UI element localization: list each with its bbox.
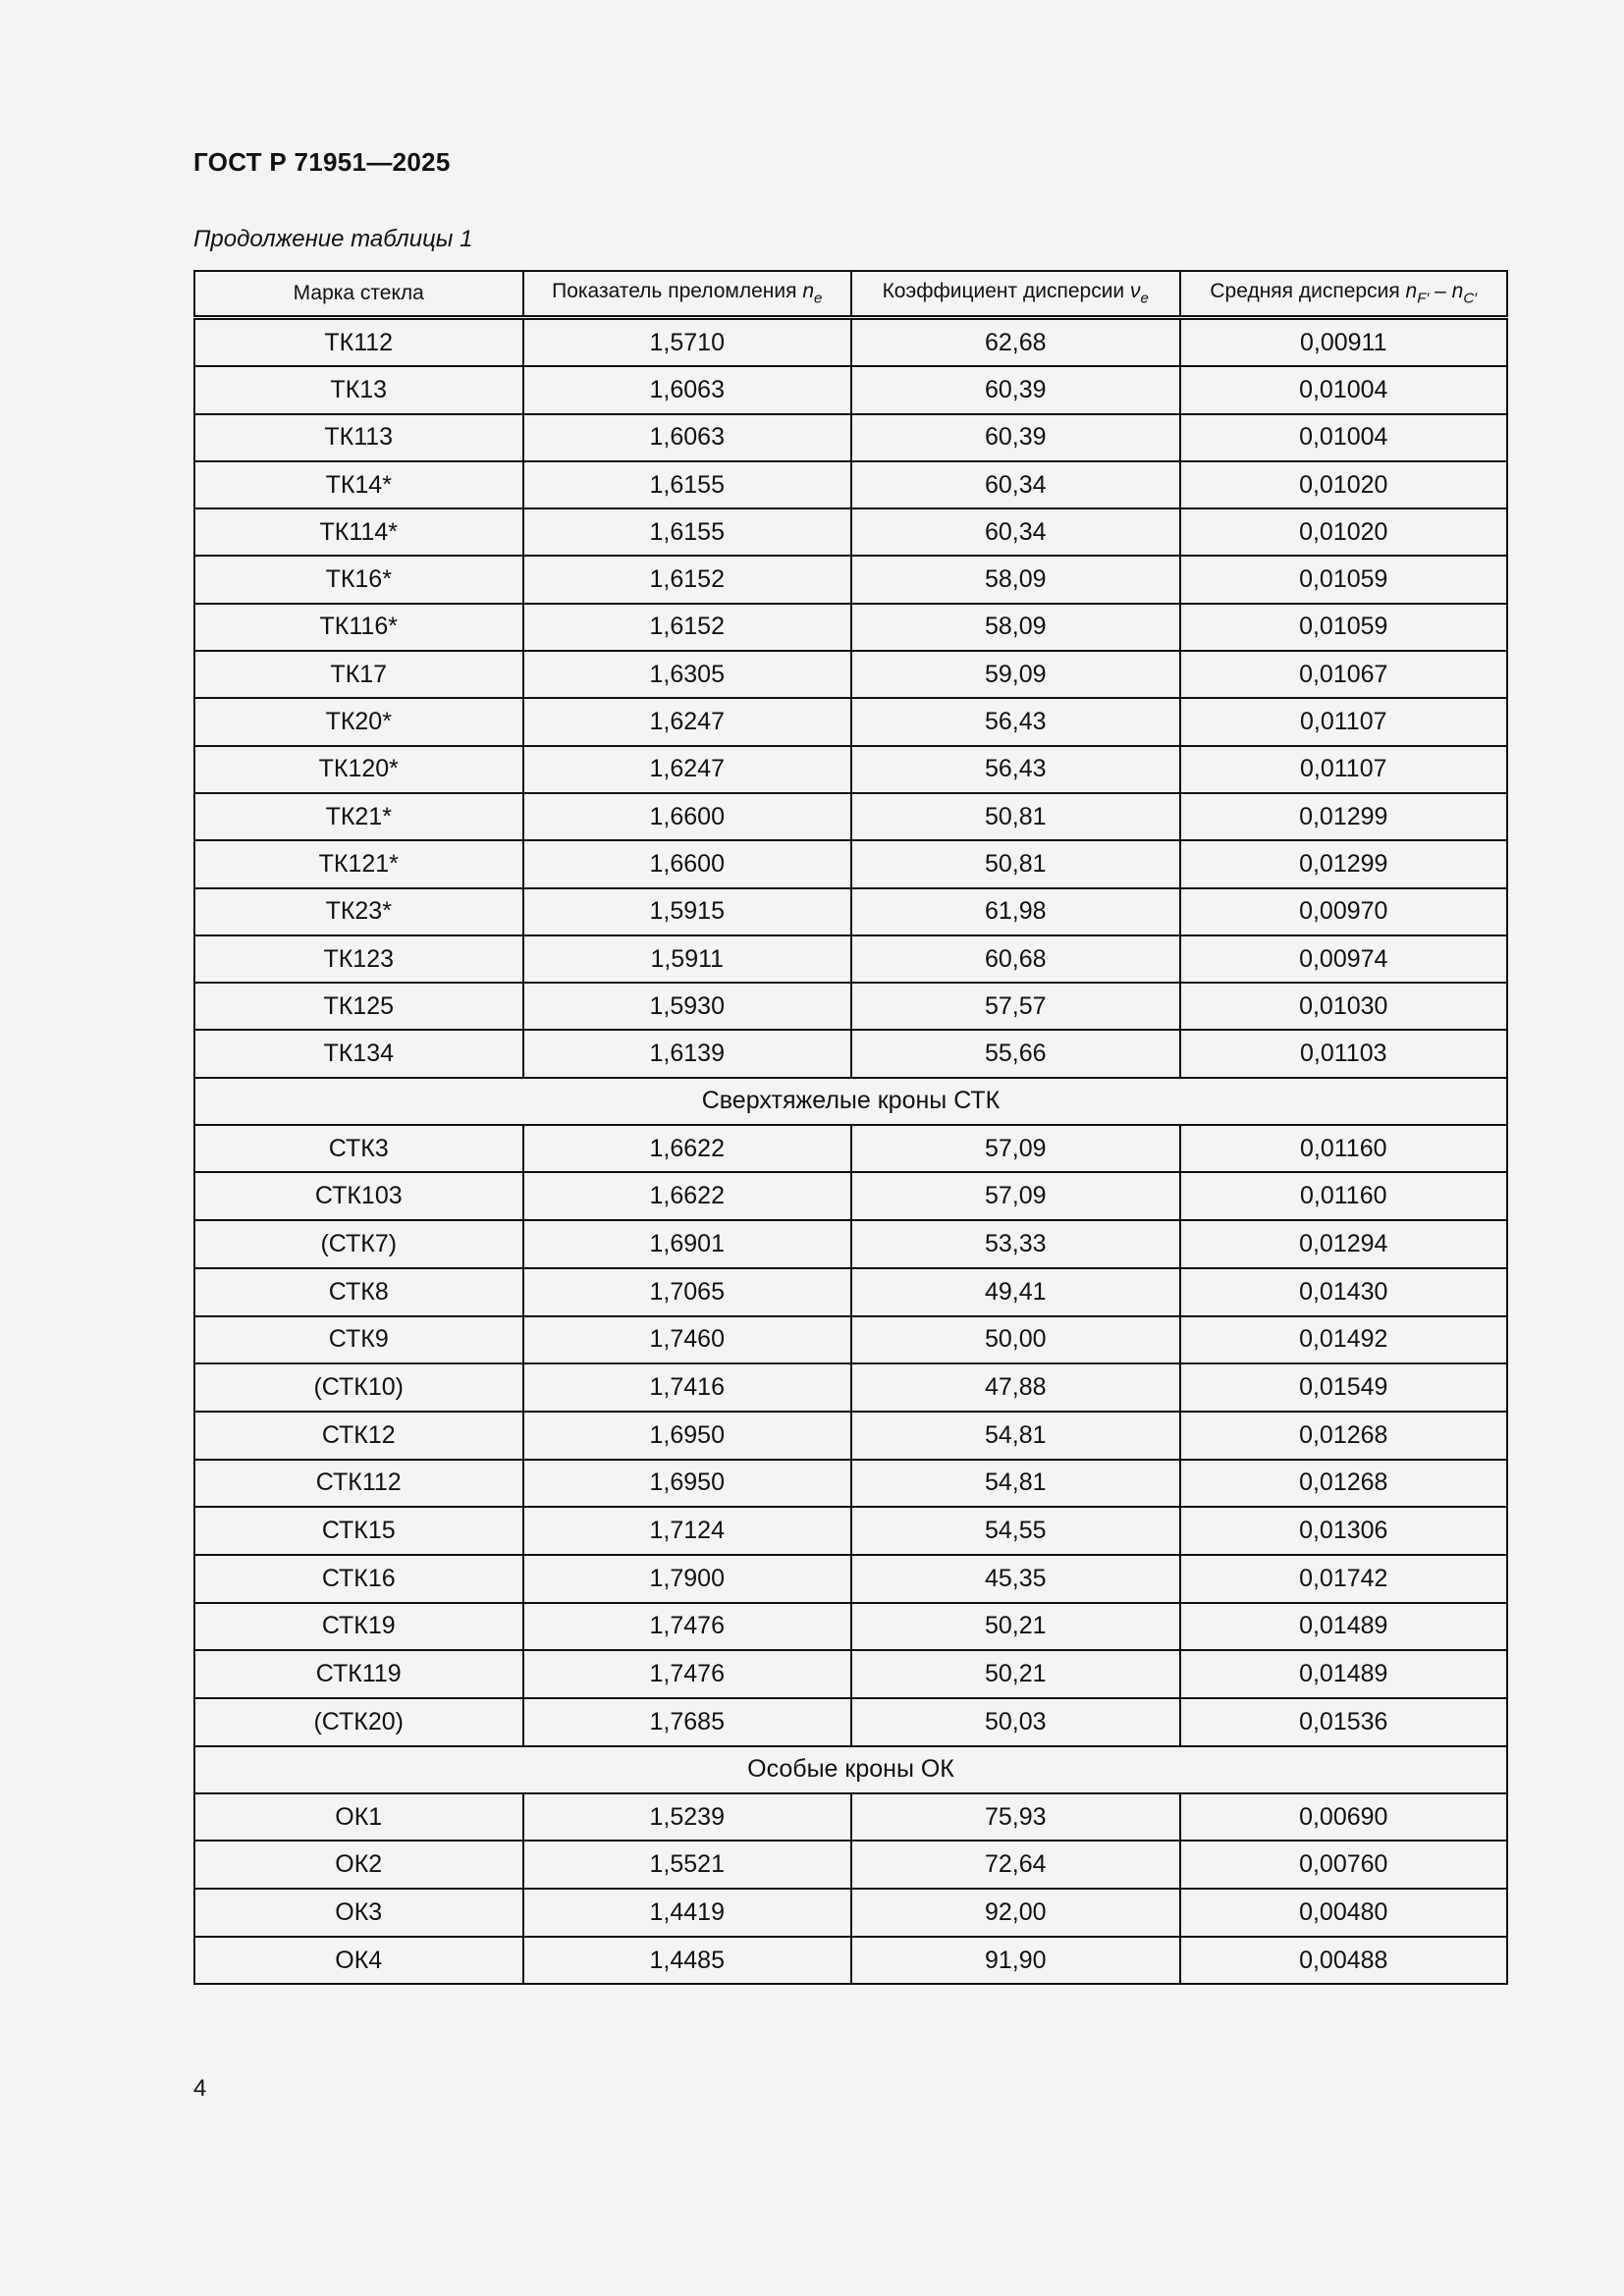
cell-mean-dispersion: 0,01020 <box>1180 461 1508 508</box>
cell-glass-grade: ТК120* <box>194 746 523 793</box>
cell-mean-dispersion: 0,01059 <box>1180 556 1508 603</box>
cell-refractive-index: 1,6622 <box>523 1125 852 1173</box>
cell-refractive-index: 1,7460 <box>523 1316 852 1364</box>
subscript-e: e <box>1140 290 1149 307</box>
cell-refractive-index: 1,5521 <box>523 1841 852 1889</box>
cell-refractive-index: 1,7476 <box>523 1650 852 1698</box>
cell-glass-grade: СТК103 <box>194 1172 523 1220</box>
cell-refractive-index: 1,6901 <box>523 1220 852 1268</box>
cell-refractive-index: 1,6950 <box>523 1460 852 1508</box>
cell-dispersion-coefficient: 58,09 <box>851 556 1180 603</box>
page-number: 4 <box>193 2075 207 2102</box>
cell-mean-dispersion: 0,00974 <box>1180 935 1508 983</box>
cell-glass-grade: ТК17 <box>194 651 523 698</box>
cell-mean-dispersion: 0,01067 <box>1180 651 1508 698</box>
cell-mean-dispersion: 0,01020 <box>1180 508 1508 556</box>
table-row <box>194 1220 1507 1268</box>
table-row <box>194 793 1507 840</box>
section-title-stk: Сверхтяжелые кроны СТК <box>194 1078 1507 1125</box>
table-row <box>194 698 1507 745</box>
table-row <box>194 1268 1507 1316</box>
table-row <box>194 366 1507 413</box>
symbol-n: n <box>802 280 814 303</box>
cell-glass-grade: ТК21* <box>194 793 523 840</box>
symbol-n-f: n <box>1405 280 1418 303</box>
cell-dispersion-coefficient: 57,09 <box>851 1172 1180 1220</box>
symbol-nu: ν <box>1130 280 1141 303</box>
group-stk-rows <box>194 1125 1507 1746</box>
subscript-f-prime: F′ <box>1417 290 1430 307</box>
cell-glass-grade: (СТК20) <box>194 1698 523 1746</box>
table-row <box>194 318 1507 367</box>
document-header: ГОСТ Р 71951—2025 <box>193 147 451 177</box>
cell-glass-grade: ТК13 <box>194 366 523 413</box>
table-row <box>194 1363 1507 1412</box>
cell-dispersion-coefficient: 75,93 <box>851 1793 1180 1842</box>
cell-refractive-index: 1,4419 <box>523 1889 852 1937</box>
section-title-ok: Особые кроны ОК <box>194 1746 1507 1793</box>
cell-refractive-index: 1,6139 <box>523 1030 852 1077</box>
table-row <box>194 1793 1507 1842</box>
table-row <box>194 746 1507 793</box>
table-row <box>194 1650 1507 1698</box>
section-row <box>194 1746 1507 1793</box>
cell-refractive-index: 1,5239 <box>523 1793 852 1842</box>
cell-dispersion-coefficient: 45,35 <box>851 1555 1180 1603</box>
cell-dispersion-coefficient: 56,43 <box>851 698 1180 745</box>
cell-dispersion-coefficient: 60,34 <box>851 508 1180 556</box>
cell-glass-grade: (СТК7) <box>194 1220 523 1268</box>
table-row <box>194 1507 1507 1555</box>
table-row <box>194 1125 1507 1173</box>
cell-refractive-index: 1,6152 <box>523 556 852 603</box>
table-row <box>194 556 1507 603</box>
cell-mean-dispersion: 0,01059 <box>1180 604 1508 651</box>
table-row <box>194 935 1507 983</box>
cell-glass-grade: СТК8 <box>194 1268 523 1316</box>
group-ok-rows <box>194 1793 1507 1985</box>
cell-glass-grade: ОК2 <box>194 1841 523 1889</box>
cell-glass-grade: ТК123 <box>194 935 523 983</box>
cell-glass-grade: ТК112 <box>194 318 523 367</box>
group-stk <box>194 1078 1507 1125</box>
cell-dispersion-coefficient: 50,81 <box>851 840 1180 887</box>
cell-dispersion-coefficient: 53,33 <box>851 1220 1180 1268</box>
cell-refractive-index: 1,5915 <box>523 888 852 935</box>
cell-glass-grade: СТК3 <box>194 1125 523 1173</box>
cell-glass-grade: СТК16 <box>194 1555 523 1603</box>
cell-dispersion-coefficient: 50,21 <box>851 1603 1180 1651</box>
cell-dispersion-coefficient: 54,55 <box>851 1507 1180 1555</box>
cell-glass-grade: (СТК10) <box>194 1363 523 1412</box>
cell-mean-dispersion: 0,00690 <box>1180 1793 1508 1842</box>
cell-refractive-index: 1,7124 <box>523 1507 852 1555</box>
header-mean-dispersion-text: Средняя дисперсия <box>1210 280 1400 303</box>
cell-mean-dispersion: 0,01107 <box>1180 698 1508 745</box>
cell-dispersion-coefficient: 55,66 <box>851 1030 1180 1077</box>
cell-dispersion-coefficient: 57,09 <box>851 1125 1180 1173</box>
subscript-c-prime: C′ <box>1463 290 1478 307</box>
cell-glass-grade: СТК119 <box>194 1650 523 1698</box>
cell-mean-dispersion: 0,01004 <box>1180 414 1508 461</box>
table-row <box>194 414 1507 461</box>
cell-mean-dispersion: 0,01030 <box>1180 983 1508 1030</box>
cell-glass-grade: ТК134 <box>194 1030 523 1077</box>
cell-dispersion-coefficient: 54,81 <box>851 1412 1180 1460</box>
cell-glass-grade: ТК20* <box>194 698 523 745</box>
cell-dispersion-coefficient: 54,81 <box>851 1460 1180 1508</box>
cell-refractive-index: 1,5911 <box>523 935 852 983</box>
group-ok <box>194 1746 1507 1793</box>
cell-mean-dispersion: 0,01294 <box>1180 1220 1508 1268</box>
cell-mean-dispersion: 0,01299 <box>1180 793 1508 840</box>
cell-glass-grade: СТК19 <box>194 1603 523 1651</box>
cell-glass-grade: ТК23* <box>194 888 523 935</box>
cell-glass-grade: СТК112 <box>194 1460 523 1508</box>
cell-mean-dispersion: 0,01430 <box>1180 1268 1508 1316</box>
cell-mean-dispersion: 0,00970 <box>1180 888 1508 935</box>
cell-refractive-index: 1,7685 <box>523 1698 852 1746</box>
cell-glass-grade: ТК114* <box>194 508 523 556</box>
cell-glass-grade: ОК1 <box>194 1793 523 1842</box>
table-row <box>194 1460 1507 1508</box>
table-row <box>194 888 1507 935</box>
cell-refractive-index: 1,6622 <box>523 1172 852 1220</box>
cell-refractive-index: 1,6063 <box>523 414 852 461</box>
cell-dispersion-coefficient: 60,39 <box>851 414 1180 461</box>
cell-mean-dispersion: 0,01268 <box>1180 1412 1508 1460</box>
cell-mean-dispersion: 0,01103 <box>1180 1030 1508 1077</box>
cell-mean-dispersion: 0,00488 <box>1180 1937 1508 1985</box>
cell-dispersion-coefficient: 47,88 <box>851 1363 1180 1412</box>
cell-mean-dispersion: 0,01004 <box>1180 366 1508 413</box>
cell-mean-dispersion: 0,01492 <box>1180 1316 1508 1364</box>
header-refractive-index-text: Показатель преломления <box>552 280 797 303</box>
cell-glass-grade: ТК121* <box>194 840 523 887</box>
cell-mean-dispersion: 0,01536 <box>1180 1698 1508 1746</box>
cell-dispersion-coefficient: 72,64 <box>851 1841 1180 1889</box>
cell-mean-dispersion: 0,01549 <box>1180 1363 1508 1412</box>
cell-glass-grade: СТК12 <box>194 1412 523 1460</box>
cell-glass-grade: ОК4 <box>194 1937 523 1985</box>
table-row <box>194 1316 1507 1364</box>
table-row <box>194 983 1507 1030</box>
cell-glass-grade: ТК113 <box>194 414 523 461</box>
table-row <box>194 1172 1507 1220</box>
table-row <box>194 461 1507 508</box>
cell-refractive-index: 1,6063 <box>523 366 852 413</box>
cell-refractive-index: 1,7416 <box>523 1363 852 1412</box>
table-row <box>194 1937 1507 1985</box>
cell-glass-grade: ТК125 <box>194 983 523 1030</box>
cell-refractive-index: 1,6247 <box>523 698 852 745</box>
cell-dispersion-coefficient: 56,43 <box>851 746 1180 793</box>
cell-dispersion-coefficient: 62,68 <box>851 318 1180 367</box>
symbol-n-c: n <box>1451 280 1464 303</box>
table-row <box>194 604 1507 651</box>
cell-refractive-index: 1,5710 <box>523 318 852 367</box>
group-tk <box>194 318 1507 1078</box>
cell-glass-grade: СТК9 <box>194 1316 523 1364</box>
cell-glass-grade: ТК14* <box>194 461 523 508</box>
table-header-row <box>194 271 1507 318</box>
minus-sign: – <box>1429 280 1452 303</box>
cell-dispersion-coefficient: 60,39 <box>851 366 1180 413</box>
cell-dispersion-coefficient: 60,34 <box>851 461 1180 508</box>
cell-refractive-index: 1,7065 <box>523 1268 852 1316</box>
cell-mean-dispersion: 0,01107 <box>1180 746 1508 793</box>
cell-refractive-index: 1,6600 <box>523 793 852 840</box>
glass-properties-table <box>193 270 1508 1985</box>
cell-dispersion-coefficient: 60,68 <box>851 935 1180 983</box>
cell-mean-dispersion: 0,01268 <box>1180 1460 1508 1508</box>
cell-dispersion-coefficient: 92,00 <box>851 1889 1180 1937</box>
cell-mean-dispersion: 0,01299 <box>1180 840 1508 887</box>
table-row <box>194 1889 1507 1937</box>
cell-refractive-index: 1,6600 <box>523 840 852 887</box>
cell-refractive-index: 1,6155 <box>523 508 852 556</box>
table-row <box>194 651 1507 698</box>
cell-dispersion-coefficient: 50,03 <box>851 1698 1180 1746</box>
table-row <box>194 840 1507 887</box>
table-row <box>194 1555 1507 1603</box>
cell-dispersion-coefficient: 50,00 <box>851 1316 1180 1364</box>
header-mean-dispersion <box>1180 271 1508 318</box>
cell-dispersion-coefficient: 59,09 <box>851 651 1180 698</box>
cell-dispersion-coefficient: 91,90 <box>851 1937 1180 1985</box>
cell-glass-grade: ТК116* <box>194 604 523 651</box>
cell-mean-dispersion: 0,00911 <box>1180 318 1508 367</box>
cell-refractive-index: 1,6247 <box>523 746 852 793</box>
header-dispersion-coefficient-text: Коэффициент дисперсии <box>882 280 1125 303</box>
cell-refractive-index: 1,6305 <box>523 651 852 698</box>
table-row <box>194 1412 1507 1460</box>
header-glass-grade: Марка стекла <box>194 271 523 318</box>
cell-mean-dispersion: 0,01742 <box>1180 1555 1508 1603</box>
cell-dispersion-coefficient: 57,57 <box>851 983 1180 1030</box>
table-row <box>194 1698 1507 1746</box>
cell-dispersion-coefficient: 58,09 <box>851 604 1180 651</box>
header-refractive-index <box>523 271 852 318</box>
cell-mean-dispersion: 0,01160 <box>1180 1172 1508 1220</box>
cell-refractive-index: 1,5930 <box>523 983 852 1030</box>
header-dispersion-coefficient <box>851 271 1180 318</box>
cell-dispersion-coefficient: 50,81 <box>851 793 1180 840</box>
cell-mean-dispersion: 0,01306 <box>1180 1507 1508 1555</box>
cell-glass-grade: ОК3 <box>194 1889 523 1937</box>
cell-mean-dispersion: 0,01489 <box>1180 1650 1508 1698</box>
cell-refractive-index: 1,7476 <box>523 1603 852 1651</box>
cell-dispersion-coefficient: 61,98 <box>851 888 1180 935</box>
table-row <box>194 508 1507 556</box>
table-row <box>194 1603 1507 1651</box>
cell-mean-dispersion: 0,00760 <box>1180 1841 1508 1889</box>
cell-mean-dispersion: 0,01489 <box>1180 1603 1508 1651</box>
cell-refractive-index: 1,6152 <box>523 604 852 651</box>
cell-glass-grade: ТК16* <box>194 556 523 603</box>
table-row <box>194 1841 1507 1889</box>
table-row <box>194 1030 1507 1077</box>
cell-refractive-index: 1,7900 <box>523 1555 852 1603</box>
section-row <box>194 1078 1507 1125</box>
subscript-e: e <box>814 290 823 307</box>
cell-refractive-index: 1,6950 <box>523 1412 852 1460</box>
cell-mean-dispersion: 0,01160 <box>1180 1125 1508 1173</box>
cell-glass-grade: СТК15 <box>194 1507 523 1555</box>
cell-mean-dispersion: 0,00480 <box>1180 1889 1508 1937</box>
table-caption: Продолжение таблицы 1 <box>193 226 473 252</box>
cell-dispersion-coefficient: 49,41 <box>851 1268 1180 1316</box>
cell-refractive-index: 1,6155 <box>523 461 852 508</box>
cell-dispersion-coefficient: 50,21 <box>851 1650 1180 1698</box>
cell-refractive-index: 1,4485 <box>523 1937 852 1985</box>
